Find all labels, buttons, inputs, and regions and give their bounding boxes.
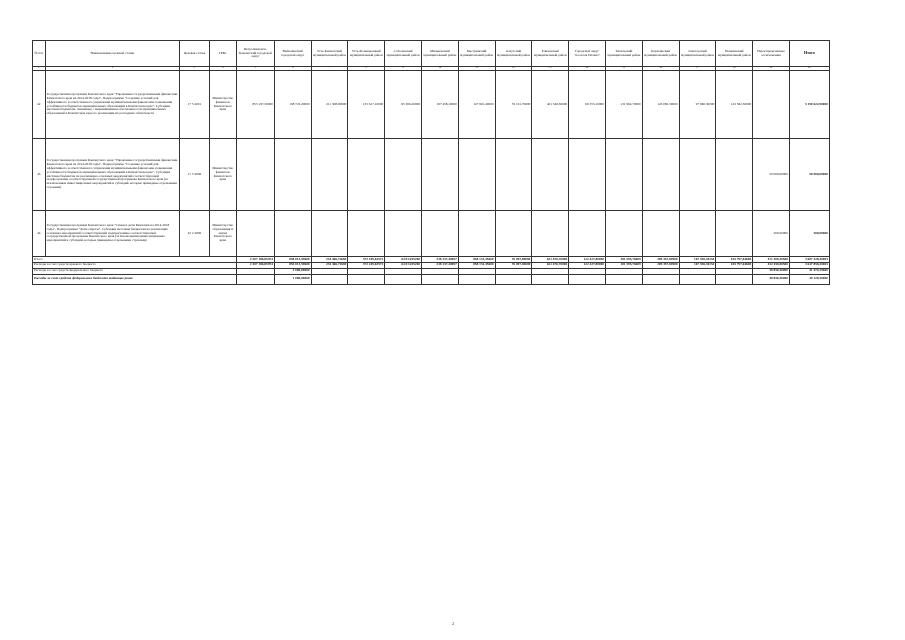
row-value: 143 362,30000 <box>716 71 753 139</box>
summary-value: 848 013,59600 <box>274 257 311 263</box>
table-body <box>33 67 872 285</box>
table-row <box>33 139 872 211</box>
summary-value <box>495 274 532 284</box>
summary-value: 76 097,00000 <box>495 262 532 268</box>
row-value: 69 353,10000 <box>569 71 606 139</box>
row-value <box>679 139 716 211</box>
row-value: 211 308,00000 <box>311 71 348 139</box>
header-name: Наименование целевой статьи <box>45 41 180 67</box>
row-value: 65 306,20000 <box>385 71 422 139</box>
row-description: Государственная программа Камчатского края "Семья и дети Камчатки на 2014-2018 годы", Подпрограмма "Дети-сироты". Субсидии местным бюджетам на реализацию основных мероприятий соответствующей подпрограммы соответствующей государственной программы Камчатского края (за исключением инвестиционных мероприятий и субсидий, которые приведены отдельными строками) <box>45 211 180 257</box>
column-number: 18 <box>716 67 753 71</box>
row-value <box>236 139 274 211</box>
header-undistributed: Нераспределенные ассигнования <box>753 41 790 67</box>
header-target-code: Целевая статья <box>180 41 209 67</box>
row-value <box>679 211 716 257</box>
column-number: 1 <box>33 67 46 71</box>
row-number: 42 <box>33 71 46 139</box>
row-value <box>385 139 422 211</box>
summary-value <box>569 274 606 284</box>
header-district: Елизовский муниципальный район <box>532 41 569 67</box>
summary-row <box>33 274 872 284</box>
row-value <box>753 71 790 139</box>
summary-value: 181 595,76609 <box>605 257 642 263</box>
header-district: Мильковский муниципальный район <box>421 41 458 67</box>
row-value <box>458 211 495 257</box>
summary-label: Расходы за счет средств федерального бюджета выданные ранее <box>33 274 237 284</box>
summary-value: 209 457,84900 <box>642 257 679 263</box>
column-number: 4 <box>209 67 236 71</box>
row-value: 200,00000 <box>753 211 790 257</box>
summary-value: 621 676,70000 <box>532 262 569 268</box>
summary-value: 64 014,95200 <box>385 262 422 268</box>
row-target-code: 17 5 4001 <box>180 71 209 139</box>
summary-value: 41 470,29600 <box>789 268 829 274</box>
row-value <box>532 211 569 257</box>
row-value: 421 349,30000 <box>532 71 569 139</box>
summary-value: 238 137,40097 <box>421 257 458 263</box>
column-number: 6 <box>274 67 311 71</box>
row-value: 143 082,30000 <box>642 71 679 139</box>
row-value: 50 000,00000 <box>753 139 790 211</box>
summary-value <box>532 274 569 284</box>
column-number: 19 <box>753 67 790 71</box>
row-value <box>236 211 274 257</box>
summary-value <box>311 274 348 284</box>
header-total: Итого <box>789 41 829 67</box>
summary-value: 432 450,00500 <box>753 262 790 268</box>
summary-value: 372 249,63572 <box>348 257 385 263</box>
summary-value: 122 427,80000 <box>569 262 606 268</box>
summary-label: Расходы за счет средств краевого бюджета <box>33 262 237 268</box>
header-district: Быстринский муниципальный район <box>458 41 495 67</box>
summary-value: 234 466,72669 <box>311 257 348 263</box>
header-district: Соболевский муниципальный район <box>385 41 422 67</box>
header-district: Карагинский муниципальный район <box>642 41 679 67</box>
header-district: Пенжинский муниципальный район <box>716 41 753 67</box>
summary-value: 471 300,30500 <box>753 257 790 263</box>
row-value <box>642 211 679 257</box>
summary-value: 234 466,72669 <box>311 262 348 268</box>
row-value: 147 901,40000 <box>458 71 495 139</box>
summary-value: 209 457,84900 <box>642 262 679 268</box>
row-total-value: 200,00000 <box>789 211 829 257</box>
row-grbs: Министерство финансов Камчатского края <box>209 71 236 139</box>
summary-value: 372 249,63572 <box>348 262 385 268</box>
row-number: 43 <box>33 139 46 211</box>
summary-value <box>236 274 274 284</box>
column-number: 12 <box>495 67 532 71</box>
row-value <box>716 211 753 257</box>
summary-value <box>421 274 458 284</box>
summary-value: 238 137,40097 <box>421 262 458 268</box>
row-value <box>605 139 642 211</box>
row-value <box>569 211 606 257</box>
row-value <box>495 139 532 211</box>
column-number: 10 <box>421 67 458 71</box>
row-value: 197 458,10000 <box>421 71 458 139</box>
header-district: Петропавловск-Камчатский городской округ <box>236 41 274 67</box>
summary-value: 2 307 186,85704 <box>236 262 274 268</box>
row-value <box>642 139 679 211</box>
row-value <box>458 139 495 211</box>
budget-allocation-table <box>32 40 872 285</box>
summary-value: 49 120,30000 <box>789 274 829 284</box>
summary-value: 3 647 858,30003 <box>789 262 829 268</box>
column-number: 15 <box>605 67 642 71</box>
row-value <box>569 139 606 211</box>
row-value <box>311 139 348 211</box>
summary-value <box>642 274 679 284</box>
summary-value: 850 013,59600 <box>274 262 311 268</box>
row-value <box>532 139 569 211</box>
column-number: 2 <box>45 67 180 71</box>
header-district: Усть-Большерецкий муниципальный район <box>348 41 385 67</box>
row-value <box>421 211 458 257</box>
column-number: 5 <box>236 67 274 71</box>
row-value: 35 161,70000 <box>495 71 532 139</box>
summary-value: 48 850,30000 <box>753 274 790 284</box>
row-number: 44 <box>33 211 46 257</box>
summary-value: 858 131,35600 <box>458 262 495 268</box>
summary-label: Расходы за счет средств федерального бюджета <box>33 268 237 274</box>
row-value: 131 962,70000 <box>605 71 642 139</box>
row-value: 97 960,30000 <box>679 71 716 139</box>
summary-value: 858 131,35600 <box>458 257 495 263</box>
column-number: 13 <box>532 67 569 71</box>
row-total-value: 3 190 622,90000 <box>789 71 829 139</box>
column-number: 17 <box>679 67 716 71</box>
row-grbs: Министерство финансов Камчатского края <box>209 139 236 211</box>
row-description: Государственная программа Камчатского края "Управление государственными финансами Камчатского края на 2014-2018 годы", Подпрограмма "Создание условий для эффективного и ответственного управления муниципальными финансами, повышения устойчивости бюджетов муниципальных образований в Камчатском крае". Субсидии местным бюджетам, связанные с выравниванием обеспеченности муниципальных образований в Камчатском крае по реализации их расходных обязательств <box>45 71 180 139</box>
header-district: Тигильский муниципальный район <box>605 41 642 67</box>
summary-value: 38 850,30000 <box>753 268 790 274</box>
summary-value: 167 356,30154 <box>679 262 716 268</box>
summary-value: 181 595,76609 <box>605 262 642 268</box>
summary-label: Итого <box>33 257 237 263</box>
table-row <box>33 211 872 257</box>
row-value: 138 723,20000 <box>274 71 311 139</box>
row-target-code: 17 5 4006 <box>180 139 209 211</box>
header-district: Олюторский муниципальный район <box>679 41 716 67</box>
row-value <box>605 211 642 257</box>
summary-value: 2 307 186,85704 <box>236 257 274 263</box>
column-number: 8 <box>348 67 385 71</box>
row-value <box>348 211 385 257</box>
row-total-value: 50 000,00000 <box>789 139 829 211</box>
header-num: № п/п <box>33 41 46 67</box>
row-value <box>385 211 422 257</box>
row-target-code: 22 2 4006 <box>180 211 209 257</box>
summary-value: 3 000,00000 <box>274 268 311 274</box>
header-district: Городской округ "поселок Палана" <box>569 41 606 67</box>
column-number: 3 <box>180 67 209 71</box>
row-value <box>421 139 458 211</box>
summary-value: 1 000,00000 <box>274 274 311 284</box>
row-value <box>495 211 532 257</box>
row-value <box>348 139 385 211</box>
column-number: 14 <box>569 67 606 71</box>
row-value <box>274 211 311 257</box>
row-value <box>716 139 753 211</box>
row-grbs: Министерство образования и науки Камчатского края <box>209 211 236 257</box>
column-number: 11 <box>458 67 495 71</box>
summary-value: 64 014,95200 <box>385 257 422 263</box>
column-number: 7 <box>311 67 348 71</box>
header-district: Вилючинский городской округ <box>274 41 311 67</box>
summary-value <box>679 274 716 284</box>
summary-value: 621 676,70000 <box>532 257 569 263</box>
row-value <box>274 139 311 211</box>
header-district: Усть-Камчатский муниципальный район <box>311 41 348 67</box>
summary-value: 3 687 328,40003 <box>789 257 829 263</box>
header-row <box>33 41 872 67</box>
summary-value <box>716 274 753 284</box>
summary-value <box>385 274 422 284</box>
summary-value: 76 097,00000 <box>495 257 532 263</box>
summary-value <box>348 274 385 284</box>
header-district: Алеутский муниципальный район <box>495 41 532 67</box>
page-footer-mark: 2 <box>452 621 454 626</box>
column-number: 20 <box>789 67 829 71</box>
summary-value: 122 427,80000 <box>569 257 606 263</box>
row-value <box>311 211 348 257</box>
row-description: Государственная программа Камчатского края "Управление государственными финансами Камчатского края на 2014-2018 годы", Подпрограмма "Создание условий для эффективного и ответственного управления муниципальными финансами, повышения устойчивости бюджетов муниципальных образований в Камчатском крае". Субсидии местным бюджетам на реализацию основных мероприятий соответствующей подпрограммы соответствующей государственной программы Камчатского края (за исключением инвестиционных мероприятий и субсидий, которые приведены отдельными строками) <box>45 139 180 211</box>
row-value: 135 617,10000 <box>348 71 385 139</box>
row-value: 853 197,30000 <box>236 71 274 139</box>
header-grbs: ГРБС <box>209 41 236 67</box>
summary-value: 165 797,64600 <box>716 257 753 263</box>
summary-value: 167 356,30154 <box>679 257 716 263</box>
summary-value <box>458 274 495 284</box>
column-number: 9 <box>385 67 422 71</box>
column-number: 16 <box>642 67 679 71</box>
summary-value <box>605 274 642 284</box>
summary-value: 165 797,64600 <box>716 262 753 268</box>
table-row <box>33 71 872 139</box>
